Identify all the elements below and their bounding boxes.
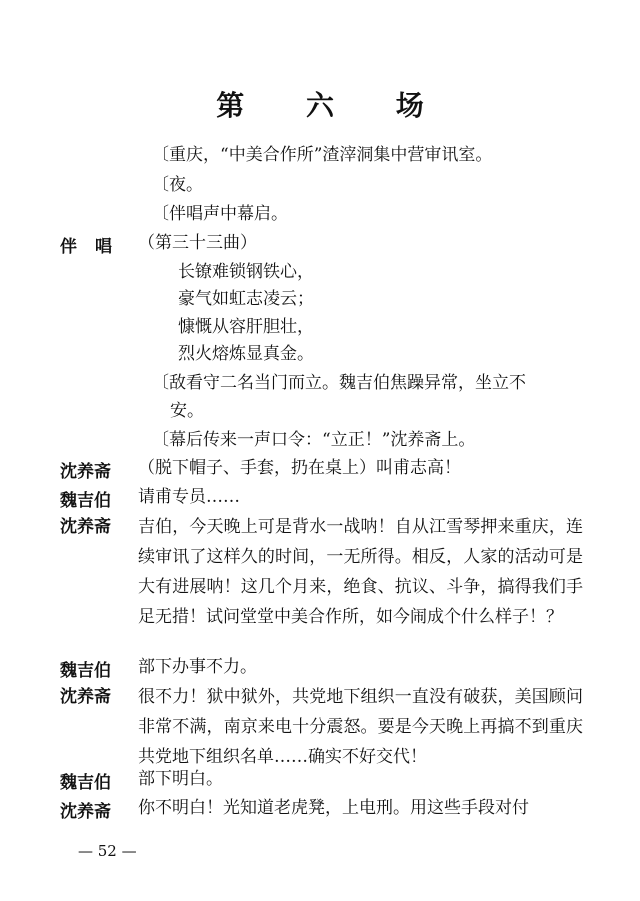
stage-direction: 〔重庆，“中美合作所”渣滓洞集中营审讯室。 [152,145,493,165]
dialogue-text: 部下明白。 [138,769,223,789]
stage-direction: 〔敌看守二名当门而立。魏吉伯焦躁异常，坐立不 [152,373,526,393]
speaker-name: 沈养斋 [60,517,111,537]
tune-note: （第三十三曲） [138,233,257,253]
stage-direction: 〔幕后传来一声口令：“立正！”沈养斋上。 [152,430,476,450]
speaker-name: 伴唱 [60,237,130,257]
speaker-name: 魏吉伯 [60,773,111,793]
stage-direction: 〔伴唱声中幕启。 [152,204,288,224]
speaker-name: 沈养斋 [60,462,111,482]
speaker-name: 沈养斋 [60,687,111,707]
dialogue-text: （脱下帽子、手套，扔在桌上）叫甫志高！ [138,458,461,478]
lyric-line: 豪气如虹志凌云； [178,289,314,309]
lyric-line: 长镣难锁钢铁心， [178,262,314,282]
stage-direction: 〔夜。 [152,175,203,195]
scene-title: 第 六 场 [216,89,450,122]
dialogue-text: 很不力！狱中狱外，共党地下组织一直没有破获，美国顾问非常不满，南京来电十分震怒。要是今天晚上再搞不到重庆共党地下组织名单……确实不好交代！ [138,687,583,767]
speaker-name: 沈养斋 [60,802,111,822]
dialogue-text: 你不明白！光知道老虎凳，上电刑。用这些手段对付 [138,798,529,818]
lyric-line: 慷慨从容肝胆壮， [178,317,314,337]
lyric-line: 烈火熔炼显真金。 [178,344,314,364]
speaker-name: 魏吉伯 [60,661,111,681]
stage-direction: 安。 [170,401,204,421]
speaker-name: 魏吉伯 [60,491,111,511]
dialogue-text: 吉伯，今天晚上可是背水一战呐！自从江雪琴押来重庆，连续审讯了这样久的时间，一无所得。相反，人家的活动可是大有进展呐！这几个月来，绝食、抗议、斗争，搞得我们手足无措！试问堂堂中美合作所，如今闹成个什么样子！？ [138,517,583,627]
page-number: — 52 — [78,842,137,860]
dialogue-text: 部下办事不力。 [138,657,257,677]
dialogue-text: 请甫专员…… [138,487,240,507]
